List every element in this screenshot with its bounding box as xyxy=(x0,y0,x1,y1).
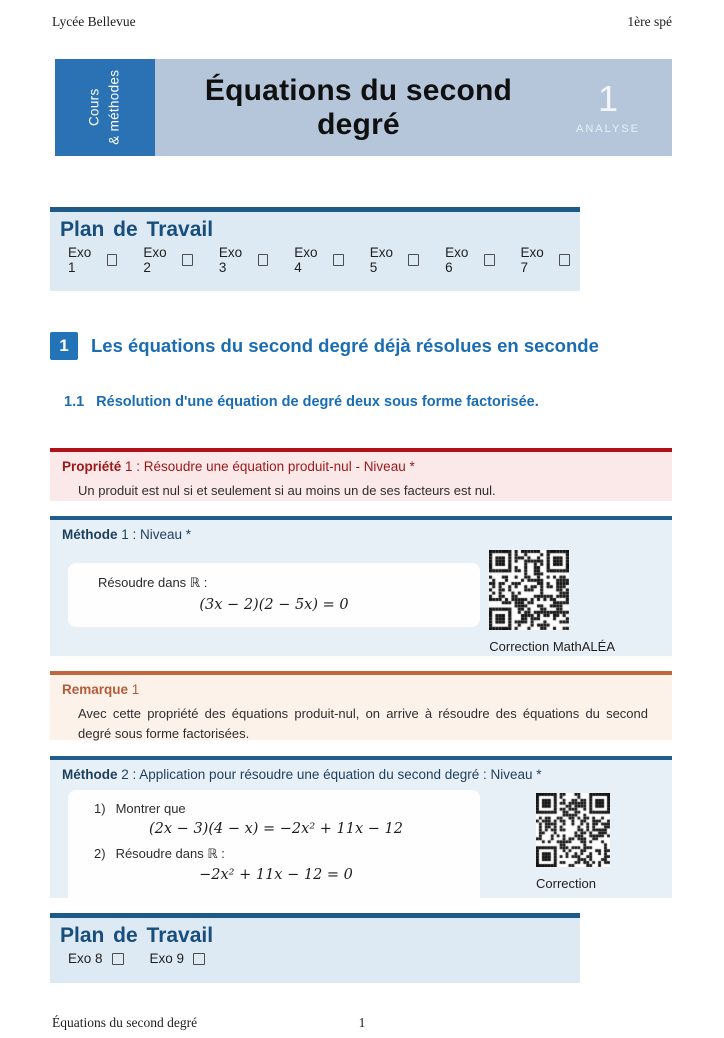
document-title: Équations du second degré xyxy=(204,73,513,141)
exo-item: Exo 6 xyxy=(445,245,494,275)
exo-checkbox[interactable] xyxy=(484,254,495,266)
work-plan-box-1 xyxy=(50,207,580,291)
qr-caption: Correction xyxy=(536,876,596,891)
exo-checkbox[interactable] xyxy=(408,254,419,266)
exo-item: Exo 4 xyxy=(294,245,343,275)
work-plan-box-2 xyxy=(50,913,580,983)
exo-checkbox[interactable] xyxy=(107,254,118,266)
exo-checkbox[interactable] xyxy=(333,254,344,266)
work-plan-items xyxy=(68,245,570,275)
exo-item: Exo 5 xyxy=(370,245,419,275)
chapter-number: 1 xyxy=(597,77,619,119)
equation: (2x − 3)(4 − x) = −2x² + 11x − 12 xyxy=(149,821,403,837)
exo-item: Exo 7 xyxy=(521,245,570,275)
exo-item: Exo 9 xyxy=(150,951,206,966)
exo-item: Exo 1 xyxy=(68,245,117,275)
remarque-box xyxy=(50,671,672,740)
exercise-instruction: Résoudre dans ℝ : xyxy=(98,575,208,590)
propriete-body: Un produit est nul si et seulement si au moins un de ses facteurs est nul. xyxy=(78,483,496,498)
subsection-heading xyxy=(64,394,672,410)
section-title: Les équations du second degré déjà résolues en seconde xyxy=(91,335,599,356)
page-footer xyxy=(52,1015,672,1031)
page-header xyxy=(52,14,672,30)
propriete-heading: Propriété 1 : Résoudre une équation produit-nul - Niveau * xyxy=(62,459,415,474)
remarque-heading: Remarque 1 xyxy=(62,682,140,697)
chapter-banner xyxy=(55,59,672,156)
methode-1-heading: Méthode 1 : Niveau * xyxy=(62,527,192,542)
equation: −2x² + 11x − 12 = 0 xyxy=(199,867,353,883)
subsection-title: Résolution d'une équation de degré deux sous forme factorisée. xyxy=(96,394,539,410)
qr-code-icon xyxy=(536,793,610,867)
equation: (3x − 2)(2 − 5x) = 0 xyxy=(199,597,349,613)
methode-2-exercise-card xyxy=(68,790,480,905)
page-number: 1 xyxy=(358,1015,366,1030)
work-plan-title: Plan de Travail xyxy=(60,218,214,241)
work-plan-items xyxy=(68,951,570,966)
methode-2-box xyxy=(50,756,672,898)
class-level: 1ère spé xyxy=(627,14,672,29)
exo-checkbox[interactable] xyxy=(112,953,124,965)
methode-1-exercise-card xyxy=(68,563,480,627)
subsection-number: 1.1 xyxy=(64,394,85,410)
exercise-step-1: 1) Montrer que xyxy=(94,801,186,816)
school-name: Lycée Bellevue xyxy=(52,14,136,29)
banner-meta xyxy=(554,77,672,135)
banner-side-tab xyxy=(55,59,155,156)
series-label: ANALYSE xyxy=(576,122,640,135)
exercise-step-2: 2) Résoudre dans ℝ : xyxy=(94,846,225,861)
course-type-label: Cours & méthodes xyxy=(86,69,122,146)
qr-code-icon xyxy=(489,550,569,630)
correction-qr-block xyxy=(489,550,615,654)
section-number-badge: 1 xyxy=(50,332,78,360)
remarque-body: Avec cette propriété des équations produit-nul, on arrive à résoudre des équations du second degré sous forme factorisées. xyxy=(78,706,648,742)
exo-item: Exo 2 xyxy=(143,245,192,275)
exo-checkbox[interactable] xyxy=(559,254,570,266)
methode-2-heading: Méthode 2 : Application pour résoudre une équation du second degré : Niveau * xyxy=(62,767,542,782)
banner-main xyxy=(155,59,672,156)
exo-checkbox[interactable] xyxy=(258,254,269,266)
propriete-box xyxy=(50,448,672,501)
correction-qr-block xyxy=(536,793,610,891)
exo-item: Exo 8 xyxy=(68,951,124,966)
section-heading xyxy=(50,332,672,360)
footer-document-title: Équations du second degré xyxy=(52,1015,198,1030)
exo-checkbox[interactable] xyxy=(193,953,205,965)
qr-caption: Correction MathALÉA xyxy=(489,639,615,654)
exo-item: Exo 3 xyxy=(219,245,268,275)
work-plan-title: Plan de Travail xyxy=(60,924,214,947)
exo-checkbox[interactable] xyxy=(182,254,193,266)
methode-1-box xyxy=(50,516,672,656)
